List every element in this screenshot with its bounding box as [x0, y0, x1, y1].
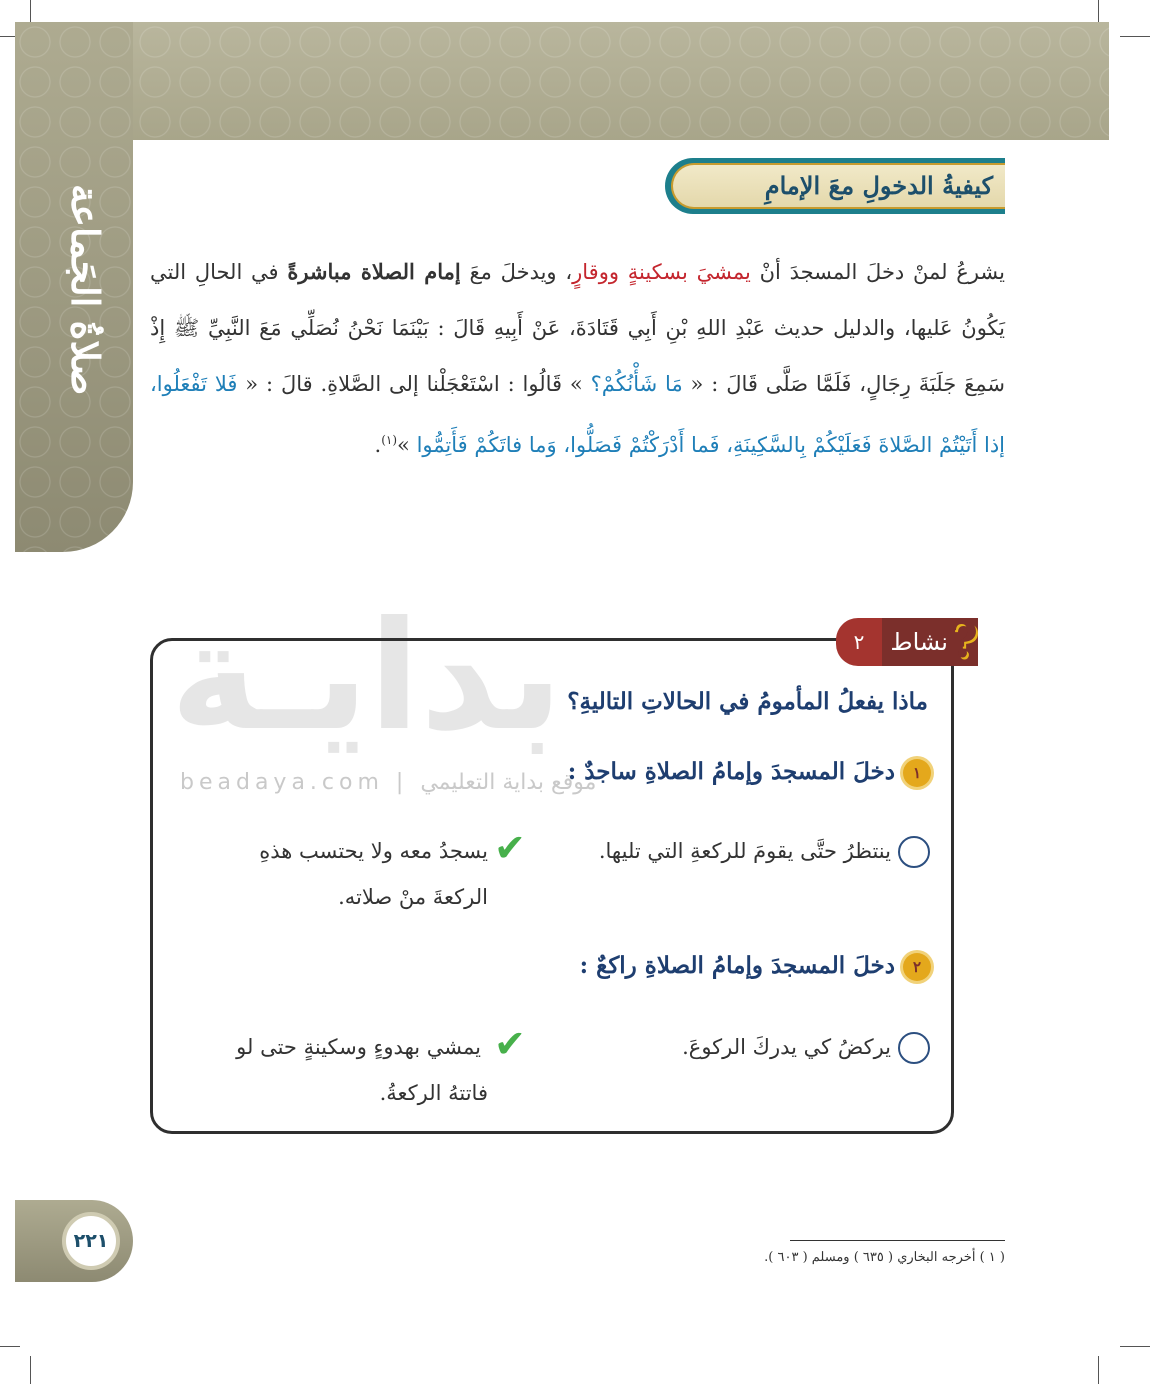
crop-mark	[1098, 0, 1099, 22]
top-band	[15, 22, 1109, 140]
check-icon: ✔	[494, 826, 526, 870]
option-text: يركضُ كي يدركَ الركوعَ.	[682, 1035, 891, 1059]
watermark-url: beadaya.com | موقع بداية التعليمي	[180, 770, 597, 795]
crop-mark	[30, 0, 31, 22]
footnote-ref: (١)	[381, 433, 398, 447]
case-title	[568, 758, 931, 787]
activity-label: نشاط	[882, 618, 978, 666]
section-title: كيفيةُ الدخولِ معَ الإمامِ	[764, 171, 993, 200]
intro-text: »	[397, 433, 417, 457]
option-text: ينتظرُ حتَّى يقومَ للركعةِ التي تليها.	[598, 839, 891, 863]
question-mark-icon: ?	[950, 613, 979, 669]
activity-tab	[836, 612, 986, 669]
section-banner	[665, 158, 1005, 214]
crop-mark	[1120, 36, 1150, 37]
activity-number: ٢	[836, 618, 882, 666]
intro-paragraph	[150, 244, 1005, 473]
intro-text: يشرعُ لمنْ دخلَ المسجدَ أنْ	[750, 260, 1006, 284]
check-icon: ✔	[494, 1022, 526, 1066]
intro-highlight-red: يمشيَ بسكينةٍ ووقارٍ	[572, 260, 751, 284]
watermark-logo-text: بدايـة	[170, 590, 563, 764]
intro-text: في الحالِ التي يَكُونُ عَليها، والدليل حديث عَبْدِ اللهِ بْنِ أَبِي قَتَادَةَ، عَنْ أَبِيهِ قَالَ : بَيْنَمَا نَحْنُ نُصَلِّي مَعَ النَّبِيِّ ﷺ إِذْ سَمِعَ جَلَبَةَ رِجَالٍ، فَلَمَّا صَلَّى قَالَ : «	[150, 260, 1006, 396]
case-title	[580, 952, 931, 981]
case-number-badge: ٢	[903, 953, 931, 981]
case-title-text: دخلَ المسجدَ وإمامُ الصلاةِ ساجدٌ :	[567, 758, 895, 785]
option-text: الركعةَ منْ صلاته.	[338, 885, 488, 909]
intro-highlight-bold: إمام الصلاة مباشرةً	[287, 259, 461, 284]
case-title-text: دخلَ المسجدَ وإمامُ الصلاةِ راكعٌ :	[579, 952, 895, 979]
intro-text: .	[374, 433, 382, 457]
option-radio[interactable]	[898, 836, 930, 868]
intro-text: ، ويدخلَ معَ	[460, 260, 573, 284]
intro-text: » قَالُوا : اسْتَعْجَلْنا إلى الصَّلاةِ. قالَ : «	[237, 372, 591, 396]
activity-question: ماذا يفعلُ المأمومُ في الحالاتِ التاليةِ؟	[567, 688, 928, 715]
hadith-quote: فَلا تَفْعَلُوا، إذا أَتَيْتُمْ الصَّلاةَ فَعَلَيْكُمْ بِالسَّكِينَةِ، فَما أَدْرَكْتُمْ فَصَلُّوا، وَما فاتَكُمْ فَأَتِمُّوا	[150, 372, 1005, 457]
crop-mark	[0, 1346, 20, 1347]
chapter-title: صلاةُ الجَماعة	[63, 184, 108, 396]
crop-mark	[1120, 1346, 1150, 1347]
footnote: ( ١ ) أخرجه البخاري ( ٦٣٥ ) ومسلم ( ٦٠٣ ).	[764, 1250, 1005, 1265]
case-number-badge: ١	[903, 759, 931, 787]
crop-mark	[30, 1356, 31, 1384]
option-text: يسجدُ معه ولا يحتسب هذهِ	[259, 839, 488, 863]
crop-mark	[1098, 1356, 1099, 1384]
option-radio[interactable]	[898, 1032, 930, 1064]
page-number: ٢٢١	[62, 1212, 120, 1270]
footnote-divider	[790, 1240, 1005, 1241]
option-text: فاتتهُ الركعةُ.	[379, 1081, 488, 1105]
hadith-quote: مَا شَأْنُكُمْ؟	[590, 372, 683, 396]
option-text: يمشي بهدوءٍ وسكينةٍ حتى لو	[236, 1035, 481, 1059]
